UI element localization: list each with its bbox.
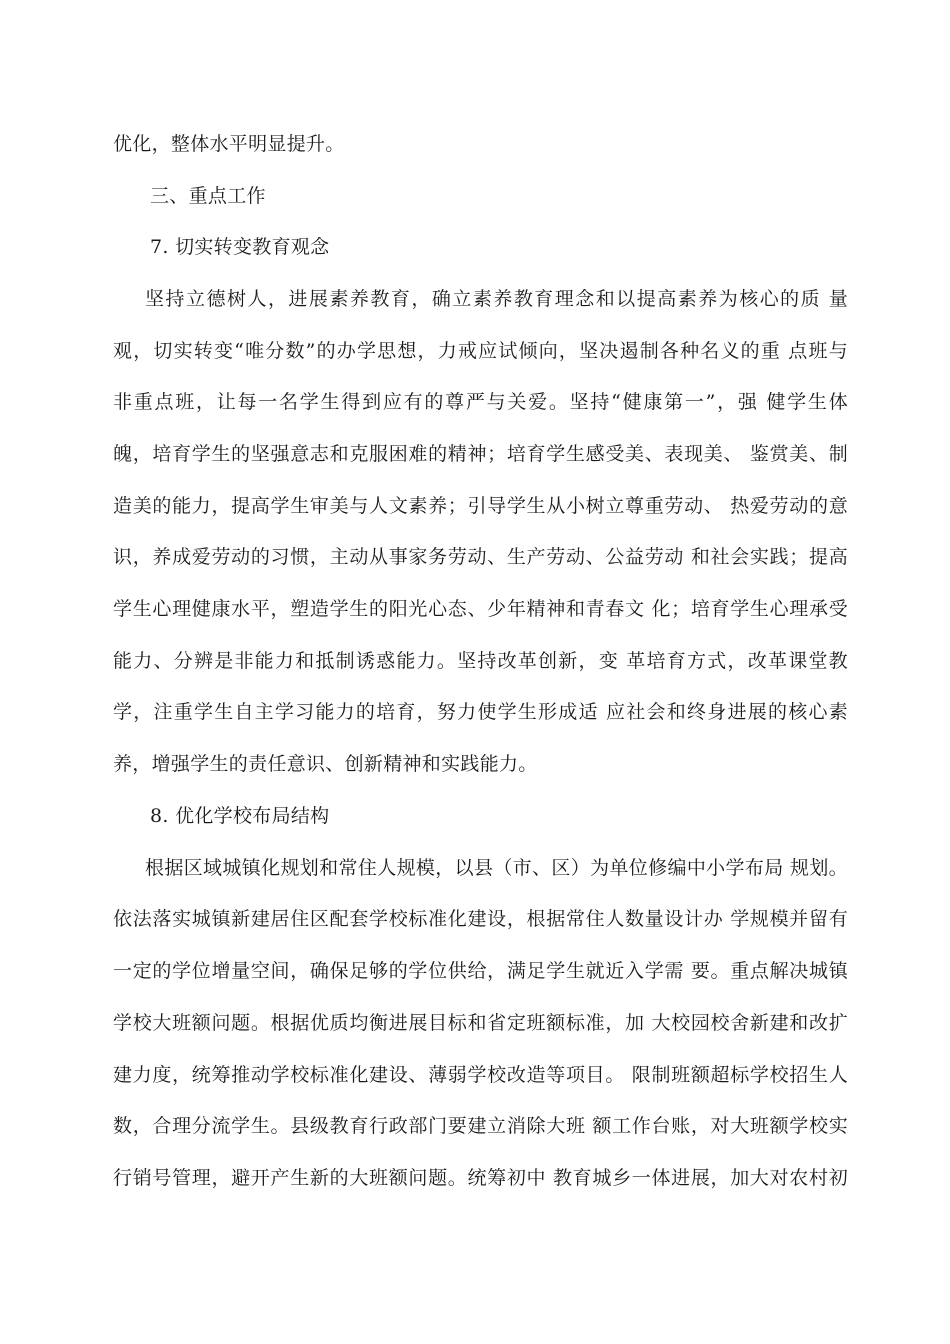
paragraph-line: 根据区域城镇化规划和常住人规模，以县（市、区）为单位修编中小学布局 规划。 xyxy=(145,857,848,879)
paragraph-line: 优化，整体水平明显提升。 xyxy=(113,133,345,155)
paragraph-line: 能力、分辨是非能力和抵制诱惑能力。坚持改革创新，变 革培育方式，改革课堂教 xyxy=(113,650,848,672)
paragraph-line: 坚持立德树人，进展素养教育，确立素养教育理念和以提高素养为核心的质 量 xyxy=(145,288,848,310)
paragraph-line: 学生心理健康水平，塑造学生的阳光心态、少年精神和青春文 化；培育学生心理承受 xyxy=(113,598,848,620)
paragraph-line: 行销号管理，避开产生新的大班额问题。统筹初中 教育城乡一体进展，加大对农村初 xyxy=(113,1167,848,1189)
paragraph-line: 养，增强学生的责任意识、创新精神和实践能力。 xyxy=(113,753,538,775)
subsection-heading: 7. 切实转变教育观念 xyxy=(150,236,330,258)
subsection-heading: 8. 优化学校布局结构 xyxy=(150,805,330,827)
paragraph-line: 识，养成爱劳动的习惯，主动从事家务劳动、生产劳动、公益劳动 和社会实践；提高 xyxy=(113,546,848,568)
paragraph-line: 数，合理分流学生。县级教育行政部门要建立消除大班 额工作台账，对大班额学校实 xyxy=(113,1115,848,1137)
paragraph-line: 造美的能力，提高学生审美与人文素养；引导学生从小树立尊重劳动、 热爱劳动的意 xyxy=(113,495,848,517)
paragraph-line: 建力度，统筹推动学校标准化建设、薄弱学校改造等项目。 限制班额超标学校招生人 xyxy=(113,1064,848,1086)
section-heading: 三、重点工作 xyxy=(150,185,266,207)
paragraph-line: 一定的学位增量空间，确保足够的学位供给，满足学生就近入学需 要。重点解决城镇 xyxy=(113,960,848,982)
paragraph-line: 观，切实转变“唯分数”的办学思想，力戒应试倾向，坚决遏制各种名义的重 点班与 xyxy=(113,340,848,362)
paragraph-line: 学，注重学生自主学习能力的培育，努力使学生形成适 应社会和终身进展的核心素 xyxy=(113,701,848,723)
paragraph-line: 非重点班，让每一名学生得到应有的尊严与关爱。坚持“健康第一”，强 健学生体 xyxy=(113,391,848,413)
paragraph-line: 依法落实城镇新建居住区配套学校标准化建设，根据常住人数量设计办 学规模并留有 xyxy=(113,908,848,930)
paragraph-line: 学校大班额问题。根据优质均衡进展目标和省定班额标准，加 大校园校舍新建和改扩 xyxy=(113,1012,848,1034)
paragraph-line: 魄，培育学生的坚强意志和克服困难的精神；培育学生感受美、表现美、 鉴赏美、制 xyxy=(113,443,848,465)
